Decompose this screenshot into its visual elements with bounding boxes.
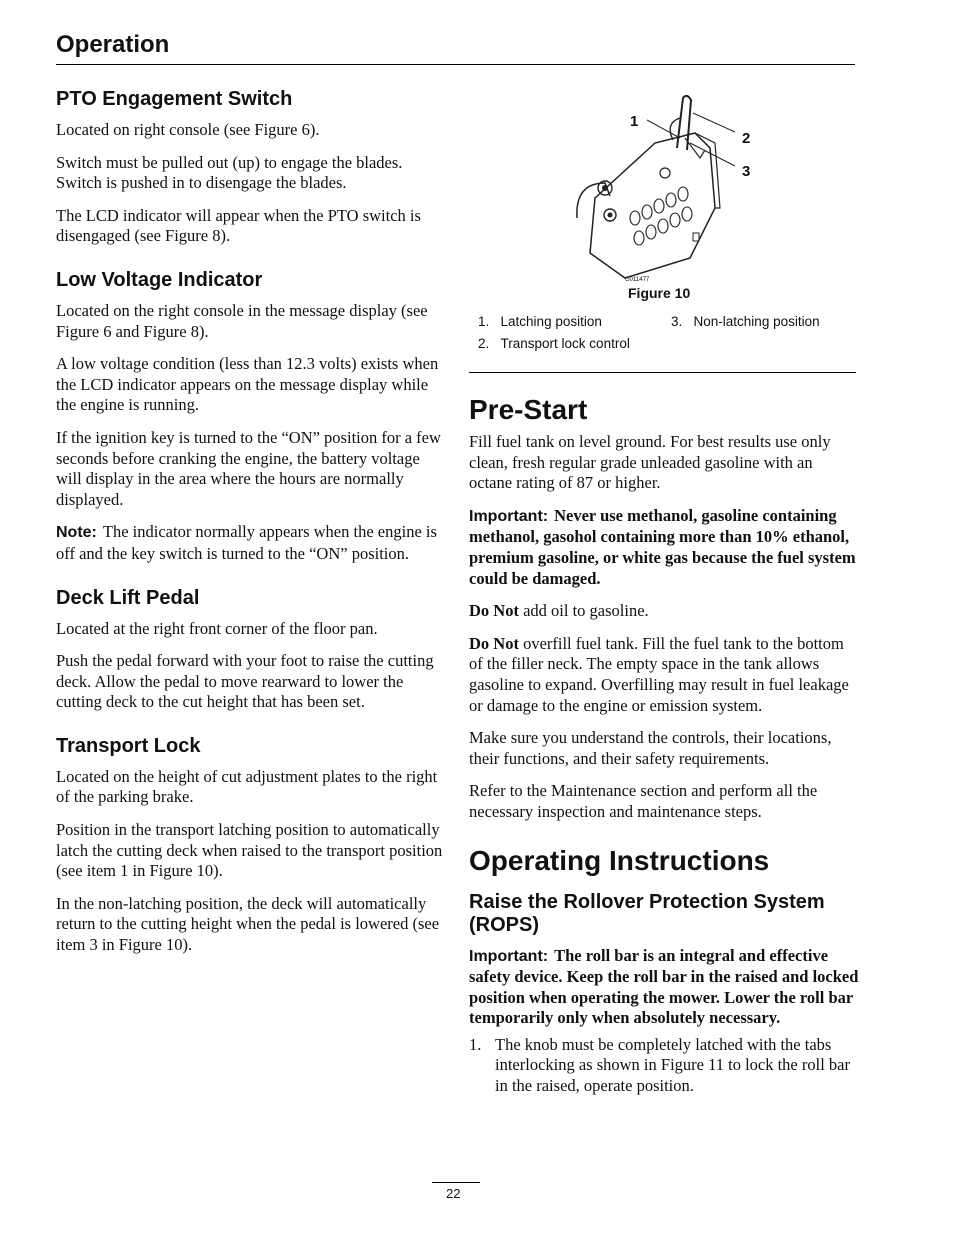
pto-paragraph: Switch must be pulled out (up) to engage the blades. Switch is pushed in to disengage the blades.	[56, 152, 403, 193]
operating-section	[469, 845, 859, 1097]
section-divider	[469, 372, 856, 373]
do-not-paragraph	[469, 601, 859, 622]
legend-item	[671, 314, 820, 329]
deck-lift-paragraph: Push the pedal forward with your foot to raise the cutting deck. Allow the pedal to move rearward to lower the cutting deck to the cut height that has been set.	[56, 651, 434, 712]
pto-section	[56, 88, 444, 247]
page-number: 22	[446, 1186, 461, 1201]
pto-heading: PTO Engagement Switch	[56, 88, 293, 110]
transport-lock-section	[56, 735, 444, 956]
legend-item	[478, 314, 602, 329]
important-label: Important:	[469, 507, 549, 525]
rops-heading: Raise the Rollover Protection System (ROPS)	[469, 890, 825, 936]
important-label: Important:	[469, 947, 549, 965]
low-voltage-paragraph: A low voltage condition (less than 12.3 volts) exists when the LCD indicator appears on the message display while the engine is running.	[56, 354, 439, 415]
do-not-text: add oil to gasoline.	[523, 601, 649, 621]
pto-paragraph: The LCD indicator will appear when the PTO switch is disengaged (see Figure 8).	[56, 205, 421, 246]
right-column	[469, 394, 859, 1097]
deck-lift-heading: Deck Lift Pedal	[56, 586, 200, 609]
page-section-title: Operation	[56, 31, 170, 58]
figure-code: G011477	[625, 277, 650, 283]
callout-3: 3	[742, 163, 751, 180]
low-voltage-paragraph: If the ignition key is turned to the “ON” position for a few seconds before cranking the engine, the battery voltage will display in the area where the hours are normally displayed.	[56, 427, 441, 509]
left-column	[56, 88, 444, 978]
low-voltage-paragraph: Located on the right console in the message display (see Figure 6 and Figure 8).	[56, 300, 428, 341]
note-text: The indicator normally appears when the engine is off and the key switch is turned to the “ON” position.	[56, 522, 437, 563]
legend-num: 2.	[478, 336, 490, 351]
do-not-paragraph	[469, 634, 859, 716]
important-paragraph	[469, 506, 859, 589]
transport-lock-paragraph: Located on the height of cut adjustment plates to the right of the parking brake.	[56, 766, 438, 807]
important-text: The roll bar is an integral and effective safety device. Keep the roll bar in the raised and locked position when operating the mower. Lower the roll bar temporarily only when absolutely necessary.	[469, 945, 859, 1028]
callout-2: 2	[742, 130, 751, 147]
deck-lift-paragraph: Located at the right front corner of the floor pan.	[56, 618, 378, 638]
transport-lock-heading: Transport Lock	[56, 734, 201, 757]
transport-lock-paragraph: In the non-latching position, the deck will automatically return to the cutting height when the pedal is lowered (see item 3 in Figure 10).	[56, 893, 440, 955]
step-number: 1.	[469, 1034, 482, 1054]
legend-text: Transport lock control	[500, 336, 630, 351]
low-voltage-section	[56, 269, 444, 565]
legend-item	[478, 336, 630, 351]
legend-num: 3.	[671, 314, 683, 329]
legend-num: 1.	[478, 314, 490, 329]
transport-lock-paragraph: Position in the transport latching position to automatically latch the cutting deck when raised to the transport position (see item 1 in Figure 10).	[56, 820, 443, 881]
important-paragraph	[469, 946, 859, 1029]
deck-lift-section	[56, 587, 444, 713]
header-rule	[56, 64, 855, 65]
figure-caption: Figure 10	[628, 285, 691, 301]
list-item	[469, 1035, 859, 1097]
step-text: The knob must be completely latched with the tabs interlocking as shown in Figure 11 to lock the roll bar in the raised, operate position.	[495, 1034, 850, 1096]
steps-list	[469, 1035, 859, 1097]
prestart-paragraph: Refer to the Maintenance section and perform all the necessary inspection and maintenance steps.	[469, 781, 818, 821]
do-not-label: Do Not	[469, 601, 519, 621]
operating-heading: Operating Instructions	[469, 844, 770, 876]
note-paragraph	[56, 522, 444, 564]
do-not-label: Do Not	[469, 633, 519, 653]
prestart-section	[469, 394, 859, 823]
transport-lock-figure	[565, 88, 765, 288]
footer-rule	[432, 1182, 480, 1183]
pto-paragraph: Located on right console (see Figure 6).	[56, 120, 320, 139]
legend-text: Latching position	[500, 314, 602, 329]
callout-1: 1	[630, 113, 639, 130]
legend-text: Non-latching position	[693, 314, 820, 329]
note-label: Note:	[56, 524, 97, 542]
prestart-heading: Pre-Start	[469, 394, 588, 425]
low-voltage-heading: Low Voltage Indicator	[56, 268, 263, 291]
do-not-text: overfill fuel tank. Fill the fuel tank to the bottom of the filler neck. The empty space in the tank allows gasoline to expand. Overfilling may result in fuel leakage or damage to the engine or emission system.	[469, 633, 849, 715]
prestart-paragraph: Make sure you understand the controls, their locations, their functions, and their safety requirements.	[469, 728, 832, 768]
important-text: Never use methanol, gasoline containing methanol, gasohol containing more than 10% ethanol, premium gasoline, or white gas because the fuel system could be damaged.	[469, 505, 856, 588]
prestart-paragraph: Fill fuel tank on level ground. For best results use only clean, fresh regular grade unleaded gasoline with an octane rating of 87 or higher.	[469, 432, 831, 493]
